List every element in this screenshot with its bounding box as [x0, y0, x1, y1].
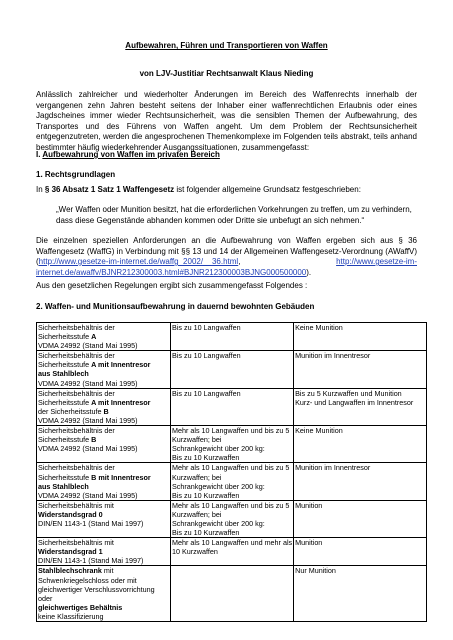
container-type-line: VDMA 24992 (Stand Mai 1995) [38, 444, 138, 454]
container-type-line [38, 398, 169, 407]
weapons-line: Mehr als 10 Langwaffen und bis zu 5 [172, 463, 290, 473]
weapons-line: Kurzwaffen; bei [172, 509, 222, 519]
ammunition-line: Munition [295, 538, 323, 548]
author-line: von LJV-Justitiar Rechtsanwalt Klaus Nieding [139, 69, 314, 78]
container-type-line: DIN/EN 1143-1 (Stand Mai 1997) [38, 518, 144, 528]
law-intro-before: In [36, 185, 45, 194]
ammunition-cell [294, 426, 427, 463]
container-type-line: VDMA 24992 (Stand Mai 1995) [38, 415, 138, 425]
container-type-cell [37, 538, 171, 566]
container-type-line: keine Klassifizierung [38, 611, 104, 621]
ammunition-line: Nur Munition [295, 566, 336, 576]
container-type-cell [37, 388, 171, 425]
ammunition-line: Munition [295, 500, 323, 510]
container-type-line: Sicherheitsbehältnis der [38, 351, 115, 361]
container-class-bold: A mit Innentresor [91, 360, 151, 370]
container-class-bold: gleichwertiges Behältnis [38, 602, 123, 612]
container-type-text: der Sicherheitsstufe [38, 406, 104, 416]
ammunition-cell [294, 500, 427, 537]
table-row [37, 351, 427, 388]
container-type-line: Schwenkriegelschloss oder mit [38, 575, 137, 585]
intro-paragraph: Anlässlich zahlreicher und wiederholter Änderungen im Bereich des Waffenrechts innerhalb der vergangenen zehn Jahren besteht seitens der Inhaber einer waffenrechtlichen Erlaubnis oder eines Jagdscheines immer wieder Rechtsunsicherheit, was die sensiblen Themen der Aufbewahrung, des Transportes und des Führens von Waffen angeht. Um dem Problem der Rechtsunsicherheit entgegenzutreten, werden die angesprochenen Themenkomplexe im Folgenden teils abstrakt, teils anhand bestimmter häufig wiederkehrender Ausgangssituationen, zusammengefasst: [36, 90, 417, 152]
law-quote: „Wer Waffen oder Munition besitzt, hat die erforderlichen Vorkehrungen zu treffen, um zu verhindern, dass diese Gegenstände abhanden kommen oder Dritte sie unbefugt an sich nehmen.“ [56, 205, 412, 225]
container-type-line: oder [38, 593, 53, 603]
weapons-cell [171, 351, 294, 388]
container-type-line [38, 566, 169, 575]
ammunition-cell [294, 388, 427, 425]
container-type-cell [37, 351, 171, 388]
subheading-aufbewahrung: 2. Waffen- und Munitionsaufbewahrung in dauernd bewohnten Gebäuden [36, 302, 315, 311]
link-waffg[interactable]: http://www.gesetze-im-internet.de/waffg_2002/__36.html [38, 257, 239, 266]
section-number: I. [36, 150, 41, 159]
weapons-line: Mehr als 10 Langwaffen und mehr als [172, 538, 293, 548]
container-class-bold: Widerstandsgrad 1 [38, 547, 103, 557]
container-type-text: Sicherheitsstufe [38, 472, 92, 482]
container-class-bold: A [91, 332, 97, 342]
table-row [37, 566, 427, 622]
ammunition-cell [294, 323, 427, 351]
container-class-bold: A mit Innentresor [91, 397, 151, 407]
container-type-line [38, 510, 169, 519]
container-type-line: Sicherheitsbehältnis der [38, 463, 115, 473]
weapons-line: Bis zu 10 Kurzwaffen [172, 528, 240, 538]
weapons-cell [171, 500, 294, 537]
document-title: Aufbewahren, Führen und Transportieren von Waffen [125, 41, 328, 50]
ammunition-line: Keine Munition [295, 323, 343, 332]
weapons-line: Mehr als 10 Langwaffen und bis zu 5 [172, 426, 290, 436]
weapons-cell [171, 388, 294, 425]
regulations-paragraph [36, 236, 417, 278]
container-class-bold: B [91, 435, 97, 445]
ammunition-line: Munition im Innentresor [295, 463, 371, 473]
container-type-line [38, 332, 169, 341]
regulations-text: Die einzelnen speziellen Anforderungen an die Aufbewahrung von Waffen ergeben sich aus § 36 Waffengesetz (WaffG) in Verbindung mit §§ 13 und 14 der Allgemeinen Waffengesetz-Verordnung (AWaffV) ( [36, 236, 417, 266]
table-row [37, 388, 427, 425]
container-type-line [38, 482, 169, 491]
weapons-line: Bis zu 10 Langwaffen [172, 351, 241, 361]
ammunition-line: Bis zu 5 Kurzwaffen und Munition [295, 388, 402, 398]
container-type-text: Sicherheitsstufe [38, 360, 92, 370]
summary-line: Aus den gesetzlichen Regelungen ergibt sich zusammengefasst Folgendes : [36, 281, 308, 290]
link-awaffv[interactable]: http://www.gesetze-im-internet.de/awaffv/BJNR212300003.html#BJNR212300003BJNG000500000 [36, 257, 417, 277]
weapons-cell [171, 538, 294, 566]
container-type-line [38, 369, 169, 378]
container-type-line: VDMA 24992 (Stand Mai 1995) [38, 378, 138, 388]
storage-table-body [37, 323, 427, 622]
container-type-line: gleichwertiger Verschlussvorrichtung [38, 584, 155, 594]
table-row [37, 463, 427, 500]
container-type-line [38, 435, 169, 444]
container-type-text: Sicherheitsstufe [38, 435, 92, 445]
container-type-line [38, 603, 169, 612]
ammunition-cell [294, 566, 427, 622]
ammunition-line: Keine Munition [295, 426, 343, 436]
table-row [37, 500, 427, 537]
weapons-line: Schrankgewicht über 200 kg: [172, 481, 265, 491]
container-type-line [38, 360, 169, 369]
subheading-rechtsgrundlagen: 1. Rechtsgrundlagen [36, 170, 116, 179]
container-class-bold: Stahlblechschrank [38, 566, 102, 576]
weapons-cell [171, 463, 294, 500]
container-type-cell [37, 426, 171, 463]
container-class-bold: aus Stahlblech [38, 369, 89, 379]
weapons-line: Schrankgewicht über 200 kg: [172, 444, 265, 454]
weapons-line: Bis zu 10 Kurzwaffen [172, 490, 240, 500]
container-type-cell [37, 500, 171, 537]
container-type-line: Sicherheitsbehältnis mit [38, 500, 114, 510]
weapons-cell [171, 426, 294, 463]
section-heading [36, 150, 417, 161]
table-row [37, 323, 427, 351]
container-type-line: VDMA 24992 (Stand Mai 1995) [38, 341, 138, 351]
ammunition-cell [294, 351, 427, 388]
container-type-text: Sicherheitsstufe [38, 332, 92, 342]
container-type-line [38, 547, 169, 556]
law-intro [36, 185, 417, 196]
table-row [37, 538, 427, 566]
container-type-text: mit [101, 566, 114, 576]
weapons-line: Kurzwaffen; bei [172, 435, 222, 445]
weapons-line: 10 Kurzwaffen [172, 547, 218, 557]
container-type-line: Sicherheitsbehältnis der [38, 388, 115, 398]
container-type-text: Sicherheitsstufe [38, 397, 92, 407]
table-row [37, 426, 427, 463]
container-class-bold: B [103, 406, 109, 416]
container-type-cell [37, 323, 171, 351]
weapons-cell [171, 566, 294, 622]
container-type-line: Sicherheitsbehältnis mit [38, 538, 114, 548]
law-reference: § 36 Absatz 1 Satz 1 Waffengesetz [44, 185, 175, 194]
container-class-bold: Widerstandsgrad 0 [38, 509, 103, 519]
ammunition-line: Kurz- und Langwaffen im Innentresor [295, 397, 414, 407]
weapons-line: Schrankgewicht über 200 kg: [172, 518, 265, 528]
container-type-cell [37, 566, 171, 622]
weapons-line: Kurzwaffen; bei [172, 472, 222, 482]
container-class-bold: B mit Innentresor [91, 472, 151, 482]
storage-table [36, 322, 427, 622]
ammunition-cell [294, 463, 427, 500]
weapons-line: Bis zu 10 Langwaffen [172, 388, 241, 398]
weapons-line: Bis zu 10 Langwaffen [172, 323, 241, 332]
container-type-line: DIN/EN 1143-1 (Stand Mai 1997) [38, 556, 144, 566]
law-intro-after: ist folgender allgemeine Grundsatz festgeschrieben: [174, 185, 361, 194]
container-type-line [38, 407, 169, 416]
container-type-line: VDMA 24992 (Stand Mai 1995) [38, 490, 138, 500]
container-type-cell [37, 463, 171, 500]
regulations-separator: , [238, 257, 337, 266]
regulations-end: ). [306, 267, 312, 277]
ammunition-cell [294, 538, 427, 566]
ammunition-line: Munition im Innentresor [295, 351, 371, 361]
section-title: Aufbewahrung von Waffen im privaten Bereich [42, 150, 220, 159]
container-type-line [38, 473, 169, 482]
container-type-line: Sicherheitsbehältnis der [38, 426, 115, 436]
weapons-line: Mehr als 10 Langwaffen und bis zu 5 [172, 500, 290, 510]
container-type-line: Sicherheitsbehältnis der [38, 323, 115, 332]
weapons-line: Bis zu 10 Kurzwaffen [172, 453, 240, 463]
weapons-cell [171, 323, 294, 351]
container-class-bold: aus Stahlblech [38, 481, 89, 491]
